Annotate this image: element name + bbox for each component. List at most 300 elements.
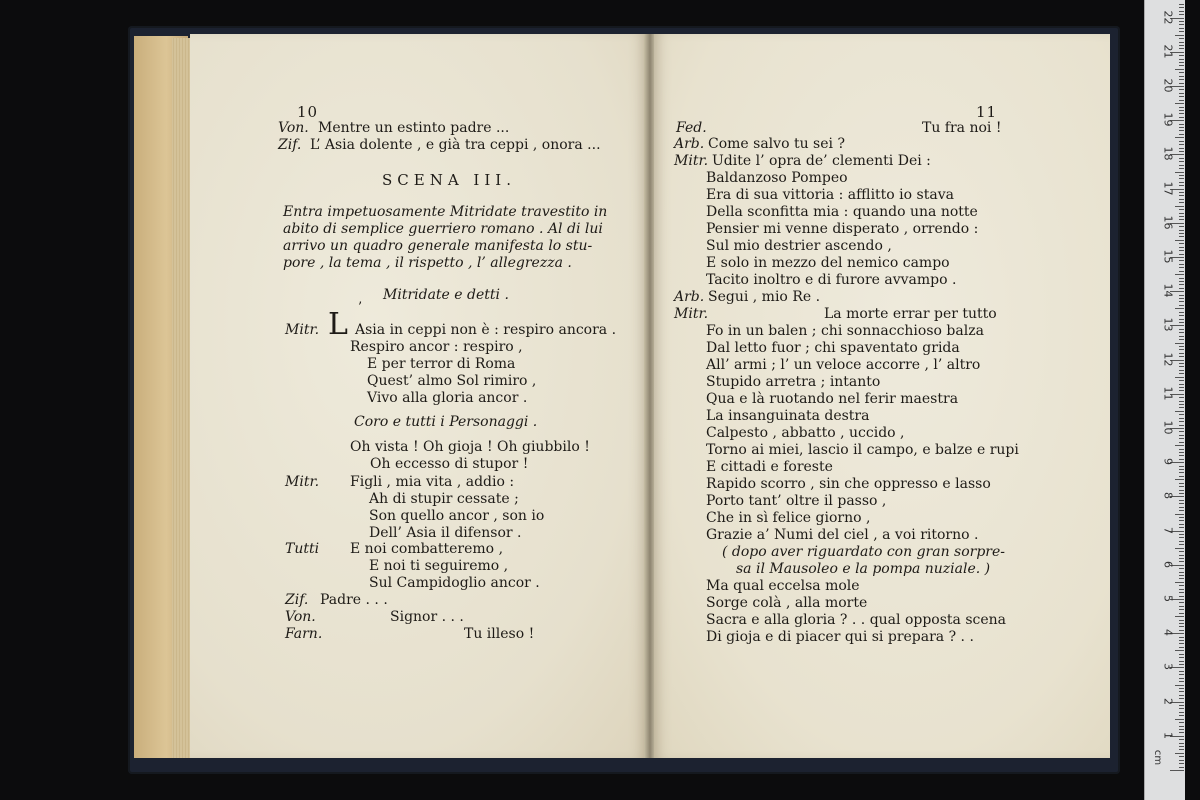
ruler-tick bbox=[1179, 767, 1184, 768]
ruler-tick bbox=[1179, 349, 1184, 350]
ruler-tick bbox=[1179, 695, 1184, 696]
verse-line: Porto tant’ oltre il passo , bbox=[706, 493, 887, 509]
ruler-tick bbox=[1179, 500, 1184, 501]
page-number: 11 bbox=[976, 103, 998, 121]
ruler-tick bbox=[1179, 151, 1184, 152]
ruler-tick bbox=[1175, 719, 1184, 720]
ruler-number: 6 bbox=[1161, 560, 1175, 568]
ruler-tick bbox=[1175, 103, 1184, 104]
ruler-tick bbox=[1179, 247, 1184, 248]
ruler-tick bbox=[1179, 404, 1184, 405]
ruler-tick bbox=[1179, 596, 1184, 597]
ruler-tick bbox=[1179, 657, 1184, 658]
ruler-tick bbox=[1179, 301, 1184, 302]
ruler-tick bbox=[1179, 4, 1184, 5]
ruler-tick bbox=[1179, 161, 1184, 162]
ruler-tick bbox=[1179, 124, 1184, 125]
ruler-tick bbox=[1179, 110, 1184, 111]
ruler-number: 12 bbox=[1161, 352, 1175, 367]
verse-line: Signor . . . bbox=[390, 609, 464, 625]
ruler-tick bbox=[1179, 55, 1184, 56]
ruler-number: 9 bbox=[1161, 458, 1175, 466]
verse-line: Padre . . . bbox=[320, 592, 388, 608]
ruler-tick bbox=[1179, 637, 1184, 638]
speaker: Zif. bbox=[278, 137, 302, 153]
ruler-tick bbox=[1179, 21, 1184, 22]
ruler-tick bbox=[1175, 240, 1184, 241]
ruler-tick bbox=[1179, 165, 1184, 166]
ruler-tick bbox=[1179, 414, 1184, 415]
verse-line: Ah di stupir cessate ; bbox=[369, 491, 519, 507]
ruler-tick bbox=[1179, 681, 1184, 682]
ruler-number: 20 bbox=[1161, 78, 1175, 93]
speaker: Mitr. bbox=[674, 306, 709, 322]
ruler-tick bbox=[1179, 435, 1184, 436]
ruler-tick bbox=[1179, 336, 1184, 337]
verse-line: Dal letto fuor ; chi spaventato grida bbox=[706, 340, 960, 356]
ruler-tick bbox=[1179, 254, 1184, 255]
ruler-tick bbox=[1179, 438, 1184, 439]
ruler-tick bbox=[1179, 578, 1184, 579]
ruler-tick bbox=[1179, 664, 1184, 665]
verse-line: Rapido scorro , sin che oppresso e lasso bbox=[706, 476, 991, 492]
verse-line: Tacito inoltro e di furore avvampo . bbox=[706, 272, 957, 288]
speaker: Mitr. bbox=[285, 322, 320, 338]
ruler-tick bbox=[1179, 158, 1184, 159]
ruler-tick bbox=[1179, 606, 1184, 607]
verse-line: E noi combatteremo , bbox=[350, 541, 504, 557]
verse-line: All’ armi ; l’ un veloce accorre , l’ altro bbox=[706, 357, 981, 373]
ruler-tick bbox=[1175, 548, 1184, 549]
ruler-tick bbox=[1179, 14, 1184, 15]
left-page bbox=[190, 34, 646, 758]
verse-line: Fo in un balen ; chi sonnacchioso balza bbox=[706, 323, 984, 339]
ruler-number: 7 bbox=[1161, 526, 1175, 534]
ruler-tick bbox=[1179, 178, 1184, 179]
ruler-number: 17 bbox=[1161, 181, 1175, 196]
ruler-tick bbox=[1179, 407, 1184, 408]
ruler-tick bbox=[1179, 647, 1184, 648]
ruler-tick bbox=[1179, 141, 1184, 142]
ruler-tick bbox=[1179, 387, 1184, 388]
verse-line: Son quello ancor , son io bbox=[369, 508, 545, 524]
ruler-tick bbox=[1179, 661, 1184, 662]
ruler-number: 2 bbox=[1161, 697, 1175, 705]
verse-line: L’ Asia dolente , e già tra ceppi , onora ... bbox=[310, 137, 601, 153]
ruler-tick bbox=[1179, 527, 1184, 528]
ruler-tick bbox=[1179, 708, 1184, 709]
verse-line: E noi ti seguiremo , bbox=[369, 558, 509, 574]
ruler-tick bbox=[1179, 59, 1184, 60]
ruler-tick bbox=[1175, 137, 1184, 138]
ruler-tick bbox=[1175, 650, 1184, 651]
ruler-tick bbox=[1179, 185, 1184, 186]
speaker: Von. bbox=[278, 120, 309, 136]
ruler-tick bbox=[1179, 11, 1184, 12]
ruler-number: 19 bbox=[1161, 112, 1175, 127]
ruler-number: 5 bbox=[1161, 595, 1175, 602]
ruler-tick bbox=[1179, 507, 1184, 508]
ruler-tick bbox=[1179, 62, 1184, 63]
characters-heading: Coro e tutti i Personaggi . bbox=[354, 414, 538, 430]
ruler-tick bbox=[1179, 743, 1184, 744]
ruler-tick bbox=[1179, 117, 1184, 118]
ruler-tick bbox=[1179, 756, 1184, 757]
ruler-tick bbox=[1179, 278, 1184, 279]
ruler-tick bbox=[1179, 715, 1184, 716]
ruler-tick bbox=[1179, 425, 1184, 426]
verse-line: Oh vista ! Oh gioja ! Oh giubbilo ! bbox=[350, 439, 590, 455]
ruler-tick bbox=[1179, 558, 1184, 559]
ruler-tick bbox=[1179, 705, 1184, 706]
verse-line: Oh eccesso di stupor ! bbox=[370, 456, 529, 472]
ruler-tick bbox=[1179, 729, 1184, 730]
ruler-tick bbox=[1175, 479, 1184, 480]
ruler-tick bbox=[1179, 319, 1184, 320]
ruler-tick bbox=[1179, 449, 1184, 450]
verse-line: Vivo alla gloria ancor . bbox=[367, 390, 528, 406]
verse-line: E solo in mezzo del nemico campo bbox=[706, 255, 950, 271]
ruler-tick bbox=[1179, 674, 1184, 675]
drop-cap: L bbox=[328, 307, 348, 342]
ruler-tick bbox=[1179, 630, 1184, 631]
ruler-tick bbox=[1179, 483, 1184, 484]
speaker: Mitr. bbox=[674, 153, 709, 169]
ruler-tick bbox=[1179, 520, 1184, 521]
stage-direction-line: ( dopo aver riguardato con gran sorpre- bbox=[722, 544, 1006, 560]
ruler-tick bbox=[1179, 7, 1184, 8]
speaker: Von. bbox=[285, 609, 316, 625]
ruler-tick bbox=[1179, 555, 1184, 556]
ruler-tick bbox=[1179, 24, 1184, 25]
ruler-tick bbox=[1179, 28, 1184, 29]
ruler-tick bbox=[1175, 343, 1184, 344]
ruler-tick bbox=[1179, 524, 1184, 525]
ruler-number: 16 bbox=[1161, 215, 1175, 230]
stage-direction-line: Entra impetuosamente Mitridate travestito in bbox=[283, 204, 608, 220]
scene-title: SCENA III. bbox=[382, 171, 516, 189]
ruler-tick bbox=[1179, 739, 1184, 740]
ruler-tick bbox=[1179, 654, 1184, 655]
ruler-tick bbox=[1179, 585, 1184, 586]
verse-line: Grazie a’ Numi del ciel , a voi ritorno . bbox=[706, 527, 979, 543]
verse-line: Come salvo tu sei ? bbox=[708, 136, 845, 152]
ruler-tick bbox=[1179, 370, 1184, 371]
verse-line: Ma qual eccelsa mole bbox=[706, 578, 860, 594]
ruler-tick bbox=[1179, 726, 1184, 727]
stage-direction-line: pore , la tema , il rispetto , l’ allegrezza . bbox=[283, 255, 572, 271]
ruler-tick bbox=[1179, 209, 1184, 210]
ruler-tick bbox=[1179, 623, 1184, 624]
ruler-tick bbox=[1175, 377, 1184, 378]
ruler-number: 8 bbox=[1161, 492, 1175, 500]
ruler-tick bbox=[1175, 514, 1184, 515]
ruler-tick bbox=[1179, 83, 1184, 84]
verse-line: Di gioja e di piacer qui si prepara ? . . bbox=[706, 629, 974, 645]
ruler-number: 3 bbox=[1161, 663, 1175, 671]
ruler-tick bbox=[1175, 411, 1184, 412]
verse-line: Mentre un estinto padre ... bbox=[318, 120, 510, 136]
speaker: Fed. bbox=[676, 120, 707, 136]
ruler-tick bbox=[1179, 226, 1184, 227]
ruler-tick bbox=[1179, 466, 1184, 467]
ruler-tick bbox=[1179, 199, 1184, 200]
verse-line: Sul mio destrier ascendo , bbox=[706, 238, 892, 254]
ruler-tick bbox=[1179, 346, 1184, 347]
ruler-tick bbox=[1179, 148, 1184, 149]
ruler-tick bbox=[1179, 589, 1184, 590]
ruler-tick bbox=[1179, 260, 1184, 261]
ruler-tick bbox=[1179, 373, 1184, 374]
ruler-tick bbox=[1179, 38, 1184, 39]
ruler-tick bbox=[1179, 96, 1184, 97]
ruler-tick bbox=[1179, 332, 1184, 333]
ruler-tick bbox=[1179, 363, 1184, 364]
ruler-tick bbox=[1179, 510, 1184, 511]
ruler-tick bbox=[1179, 459, 1184, 460]
page-edges-layers bbox=[172, 38, 192, 758]
verse-line: E cittadi e foreste bbox=[706, 459, 833, 475]
ruler-tick bbox=[1175, 172, 1184, 173]
ruler-tick bbox=[1179, 472, 1184, 473]
ruler-tick bbox=[1179, 722, 1184, 723]
ruler-tick bbox=[1179, 544, 1184, 545]
ruler-tick bbox=[1179, 329, 1184, 330]
ruler-tick bbox=[1179, 271, 1184, 272]
ruler-tick bbox=[1179, 442, 1184, 443]
ruler-tick bbox=[1179, 390, 1184, 391]
ruler-tick bbox=[1179, 643, 1184, 644]
ruler-tick bbox=[1179, 732, 1184, 733]
verse-line: Stupido arretra ; intanto bbox=[706, 374, 881, 390]
verse-line: Respiro ancor : respiro , bbox=[350, 339, 523, 355]
ruler-tick bbox=[1179, 397, 1184, 398]
ruler-tick bbox=[1179, 551, 1184, 552]
speaker: Arb. bbox=[674, 136, 705, 152]
ruler-number: 1 bbox=[1161, 731, 1175, 739]
ruler-tick bbox=[1179, 626, 1184, 627]
ruler-tick bbox=[1179, 72, 1184, 73]
ruler-tick bbox=[1179, 219, 1184, 220]
verse-line: Era di sua vittoria : afflitto io stava bbox=[706, 187, 954, 203]
ruler-tick bbox=[1179, 236, 1184, 237]
ruler-tick bbox=[1175, 274, 1184, 275]
ruler-tick bbox=[1179, 575, 1184, 576]
ruler-tick bbox=[1179, 48, 1184, 49]
ruler-tick bbox=[1179, 517, 1184, 518]
ruler-tick bbox=[1179, 107, 1184, 108]
ruler-tick bbox=[1175, 69, 1184, 70]
ruler-tick bbox=[1179, 192, 1184, 193]
ruler-tick bbox=[1179, 613, 1184, 614]
characters-heading: Mitridate e detti . bbox=[383, 287, 509, 303]
ruler-tick bbox=[1179, 213, 1184, 214]
ruler-number: 14 bbox=[1161, 283, 1175, 298]
verse-line: Sacra e alla gloria ? . . qual opposta scena bbox=[706, 612, 1007, 628]
verse-line: Torno ai miei, lascio il campo, e balze e rupi bbox=[706, 442, 1019, 458]
verse-line: Sorge colà , alla morte bbox=[706, 595, 868, 611]
ruler-tick bbox=[1179, 503, 1184, 504]
ruler-tick bbox=[1179, 250, 1184, 251]
verse-line: Figli , mia vita , addio : bbox=[350, 474, 515, 490]
verse-line: Della sconfitta mia : quando una notte bbox=[706, 204, 978, 220]
ruler-tick bbox=[1179, 202, 1184, 203]
ruler-tick bbox=[1179, 134, 1184, 135]
ruler-tick bbox=[1170, 770, 1184, 771]
ruler-tick bbox=[1179, 182, 1184, 183]
ruler-tick bbox=[1179, 763, 1184, 764]
ruler-tick bbox=[1179, 592, 1184, 593]
ruler-tick bbox=[1179, 31, 1184, 32]
ruler-tick bbox=[1179, 356, 1184, 357]
ruler-number: 4 bbox=[1161, 629, 1175, 637]
ruler-tick bbox=[1179, 572, 1184, 573]
verse-line: Pensier mi venne disperato , orrendo : bbox=[706, 221, 979, 237]
ruler-tick bbox=[1179, 640, 1184, 641]
page-number: 10 bbox=[297, 103, 319, 121]
ruler-tick bbox=[1179, 712, 1184, 713]
ruler-tick bbox=[1179, 431, 1184, 432]
ruler-tick bbox=[1179, 322, 1184, 323]
ruler-tick bbox=[1179, 230, 1184, 231]
ruler-tick bbox=[1179, 620, 1184, 621]
verse-line: Dell’ Asia il difensor . bbox=[369, 525, 522, 541]
speaker: Zif. bbox=[285, 592, 309, 608]
ruler-number: 22 bbox=[1161, 10, 1175, 25]
ruler-tick bbox=[1179, 455, 1184, 456]
ruler-tick bbox=[1175, 308, 1184, 309]
ruler-tick bbox=[1179, 168, 1184, 169]
ruler-tick bbox=[1179, 486, 1184, 487]
ruler-tick bbox=[1179, 537, 1184, 538]
ruler-tick bbox=[1175, 616, 1184, 617]
ruler-tick bbox=[1179, 353, 1184, 354]
ruler-number: 10 bbox=[1161, 420, 1175, 435]
speaker: Tutti bbox=[285, 541, 320, 557]
ruler-tick bbox=[1179, 541, 1184, 542]
ruler-tick bbox=[1179, 749, 1184, 750]
ruler-number: 15 bbox=[1161, 249, 1175, 264]
ruler-tick bbox=[1179, 305, 1184, 306]
ruler-tick bbox=[1179, 267, 1184, 268]
ruler-tick bbox=[1179, 195, 1184, 196]
ruler-tick bbox=[1179, 264, 1184, 265]
ruler-tick bbox=[1179, 493, 1184, 494]
ruler-tick bbox=[1179, 175, 1184, 176]
ruler-tick bbox=[1179, 130, 1184, 131]
drop-cap-apostrophe: ’ bbox=[358, 300, 363, 315]
ruler-tick bbox=[1175, 206, 1184, 207]
ruler-tick bbox=[1179, 691, 1184, 692]
verse-line: Tu illeso ! bbox=[464, 626, 535, 642]
ruler-tick bbox=[1179, 312, 1184, 313]
ruler-tick bbox=[1179, 295, 1184, 296]
ruler-number: 13 bbox=[1161, 317, 1175, 332]
ruler-tick bbox=[1179, 380, 1184, 381]
ruler-tick bbox=[1179, 288, 1184, 289]
speaker: Mitr. bbox=[285, 474, 320, 490]
ruler-tick bbox=[1179, 93, 1184, 94]
ruler-tick bbox=[1179, 568, 1184, 569]
ruler-tick bbox=[1179, 281, 1184, 282]
ruler-tick bbox=[1179, 144, 1184, 145]
ruler-tick bbox=[1179, 366, 1184, 367]
stage-direction-line: arrivo un quadro generale manifesta lo stu- bbox=[283, 238, 593, 254]
verse-line: Quest’ almo Sol rimiro , bbox=[367, 373, 537, 389]
ruler-tick bbox=[1179, 89, 1184, 90]
ruler-tick bbox=[1179, 298, 1184, 299]
ruler-tick bbox=[1179, 678, 1184, 679]
ruler-tick bbox=[1179, 100, 1184, 101]
ruler-tick bbox=[1179, 315, 1184, 316]
ruler-tick bbox=[1179, 746, 1184, 747]
ruler-tick bbox=[1175, 685, 1184, 686]
ruler-tick bbox=[1179, 421, 1184, 422]
ruler-tick bbox=[1175, 753, 1184, 754]
verse-line: Calpesto , abbatto , uccido , bbox=[706, 425, 905, 441]
verse-line: La insanguinata destra bbox=[706, 408, 870, 424]
ruler-tick bbox=[1179, 609, 1184, 610]
ruler-number: 18 bbox=[1161, 146, 1175, 161]
verse-line: Sul Campidoglio ancor . bbox=[369, 575, 540, 591]
ruler-tick bbox=[1179, 469, 1184, 470]
ruler-number: 11 bbox=[1161, 386, 1175, 401]
verse-line: Segui , mio Re . bbox=[708, 289, 821, 305]
ruler-tick bbox=[1179, 216, 1184, 217]
ruler-tick bbox=[1179, 490, 1184, 491]
ruler-tick bbox=[1179, 233, 1184, 234]
speaker: Farn. bbox=[285, 626, 323, 642]
ruler-tick bbox=[1179, 476, 1184, 477]
ruler-tick bbox=[1179, 243, 1184, 244]
verse-line: Baldanzoso Pompeo bbox=[706, 170, 848, 186]
ruler-tick bbox=[1179, 45, 1184, 46]
ruler-tick bbox=[1179, 688, 1184, 689]
ruler-unit: cm bbox=[1152, 749, 1164, 766]
ruler-tick bbox=[1179, 561, 1184, 562]
ruler-tick bbox=[1175, 445, 1184, 446]
ruler-tick bbox=[1179, 401, 1184, 402]
ruler-tick bbox=[1179, 79, 1184, 80]
ruler-tick bbox=[1179, 284, 1184, 285]
verse-line: Che in sì felice giorno , bbox=[706, 510, 871, 526]
ruler-tick bbox=[1179, 671, 1184, 672]
right-page bbox=[654, 34, 1110, 758]
verse-line: Tu fra noi ! bbox=[922, 120, 1002, 136]
verse-line: Udite l’ opra de’ clementi Dei : bbox=[712, 153, 931, 169]
ruler-tick bbox=[1179, 65, 1184, 66]
ruler-tick bbox=[1179, 384, 1184, 385]
stage-direction-line: abito di semplice guerriero romano . Al di lui bbox=[283, 221, 603, 237]
ruler-tick bbox=[1179, 534, 1184, 535]
ruler-tick bbox=[1179, 698, 1184, 699]
ruler-tick bbox=[1175, 35, 1184, 36]
ruler-tick bbox=[1179, 760, 1184, 761]
ruler-tick bbox=[1179, 602, 1184, 603]
ruler-tick bbox=[1179, 339, 1184, 340]
verse-line: La morte errar per tutto bbox=[824, 306, 997, 322]
verse-line: Qua e là ruotando nel ferir maestra bbox=[706, 391, 959, 407]
ruler-tick bbox=[1179, 418, 1184, 419]
verse-line: E per terror di Roma bbox=[367, 356, 516, 372]
ruler-tick bbox=[1179, 76, 1184, 77]
ruler-tick bbox=[1175, 582, 1184, 583]
speaker: Arb. bbox=[674, 289, 705, 305]
stage-direction-line: sa il Mausoleo e la pompa nuziale. ) bbox=[736, 561, 991, 577]
verse-line: Asia in ceppi non è : respiro ancora . bbox=[355, 322, 617, 338]
ruler-number: 21 bbox=[1161, 44, 1175, 59]
ruler-tick bbox=[1179, 127, 1184, 128]
